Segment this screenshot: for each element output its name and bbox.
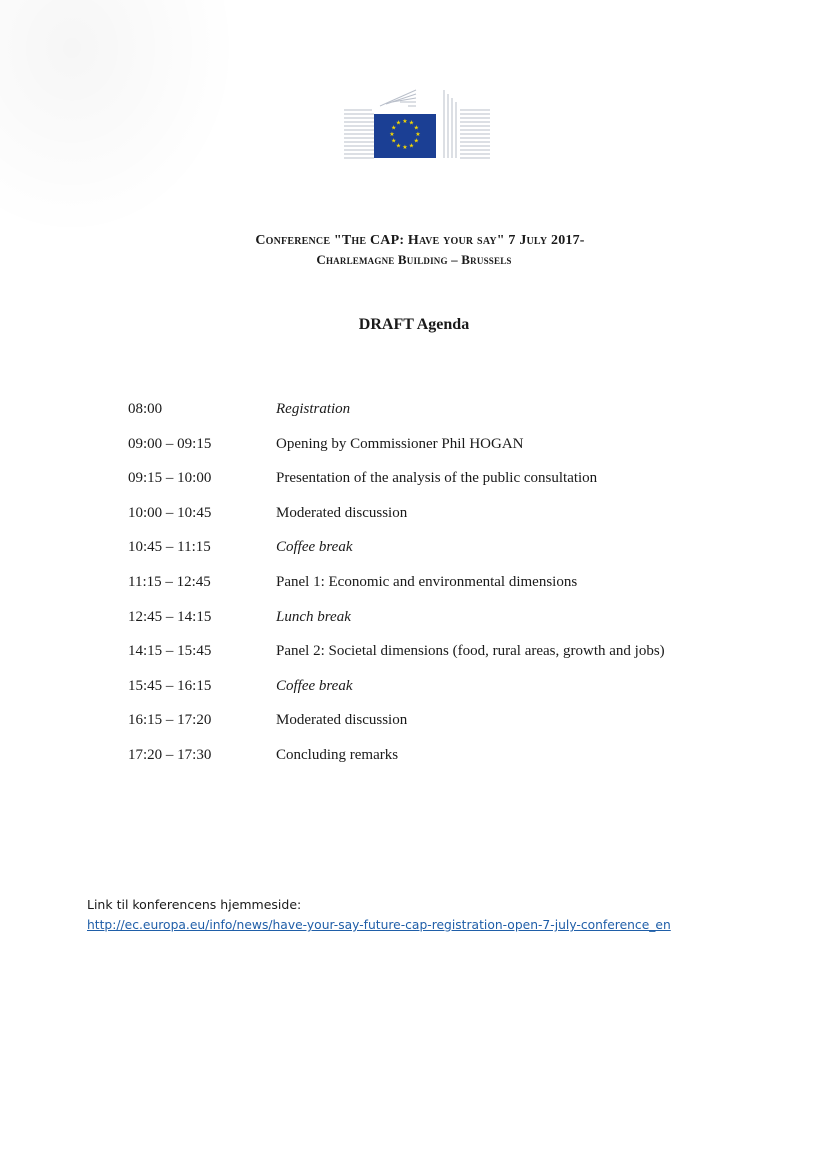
- agenda-time: 12:45 – 14:15: [128, 608, 212, 625]
- svg-text:★: ★: [395, 119, 402, 127]
- agenda-description: Lunch break: [276, 608, 351, 625]
- svg-text:★: ★: [413, 137, 419, 145]
- svg-text:★: ★: [408, 142, 415, 150]
- agenda-item: [128, 536, 748, 571]
- svg-text:★: ★: [415, 131, 421, 138]
- agenda-description: Registration: [276, 401, 351, 417]
- agenda-time: 15:45 – 16:15: [128, 677, 212, 694]
- agenda-time: 16:15 – 17:20: [128, 712, 212, 729]
- agenda-description: Panel 1: Economic and environmental dimensions: [276, 573, 578, 590]
- link-label: Link til konferencens hjemmeside:: [87, 897, 302, 912]
- svg-text:★: ★: [408, 119, 415, 127]
- svg-text:★: ★: [402, 118, 408, 125]
- agenda-time: 17:20 – 17:30: [128, 746, 212, 763]
- agenda-item: [128, 675, 748, 710]
- agenda-description: Coffee break: [276, 539, 353, 556]
- agenda-time: 10:00 – 10:45: [128, 504, 212, 521]
- conference-title: Conference "The CAP: Have your say" 7 July 2017-: [255, 233, 585, 248]
- agenda-description: Coffee break: [276, 677, 353, 694]
- svg-text:★: ★: [402, 144, 408, 151]
- agenda-time: 14:15 – 15:45: [128, 643, 212, 660]
- agenda-item: [128, 571, 748, 606]
- agenda-description: Moderated discussion: [276, 712, 408, 729]
- agenda-title: DRAFT Agenda: [358, 316, 470, 333]
- agenda-item: [128, 744, 748, 779]
- agenda-item: [128, 433, 748, 468]
- svg-text:★: ★: [391, 137, 397, 145]
- agenda-time: 11:15 – 12:45: [128, 573, 211, 590]
- agenda-description: Presentation of the analysis of the public consultation: [276, 470, 598, 487]
- agenda-description: Panel 2: Societal dimensions (food, rural areas, growth and jobs): [276, 643, 665, 660]
- agenda-item: [128, 640, 748, 675]
- svg-text:★: ★: [413, 124, 419, 132]
- svg-text:★: ★: [395, 142, 402, 150]
- scan-shadow: [0, 0, 240, 240]
- footer-link-block: [87, 895, 671, 935]
- agenda-time: 09:15 – 10:00: [128, 470, 212, 487]
- agenda-time: 09:00 – 09:15: [128, 435, 212, 452]
- agenda-item: [128, 398, 748, 433]
- svg-text:★: ★: [389, 131, 395, 138]
- european-commission-logo-icon: [340, 88, 492, 164]
- agenda-item: [128, 467, 748, 502]
- agenda-list: [128, 398, 748, 779]
- agenda-description: Opening by Commissioner Phil HOGAN: [276, 435, 524, 452]
- agenda-time: 10:45 – 11:15: [128, 539, 211, 556]
- agenda-item: [128, 606, 748, 641]
- conference-homepage-link[interactable]: http://ec.europa.eu/info/news/have-your-say-future-cap-registration-open-7-july-conference_en: [87, 918, 671, 932]
- agenda-item: [128, 502, 748, 537]
- agenda-description: Moderated discussion: [276, 504, 408, 521]
- agenda-item: [128, 709, 748, 744]
- svg-text:★: ★: [391, 124, 397, 132]
- agenda-time: 08:00: [128, 401, 163, 417]
- conference-venue: Charlemagne Building – Brussels: [316, 252, 512, 267]
- agenda-description: Concluding remarks: [276, 746, 399, 763]
